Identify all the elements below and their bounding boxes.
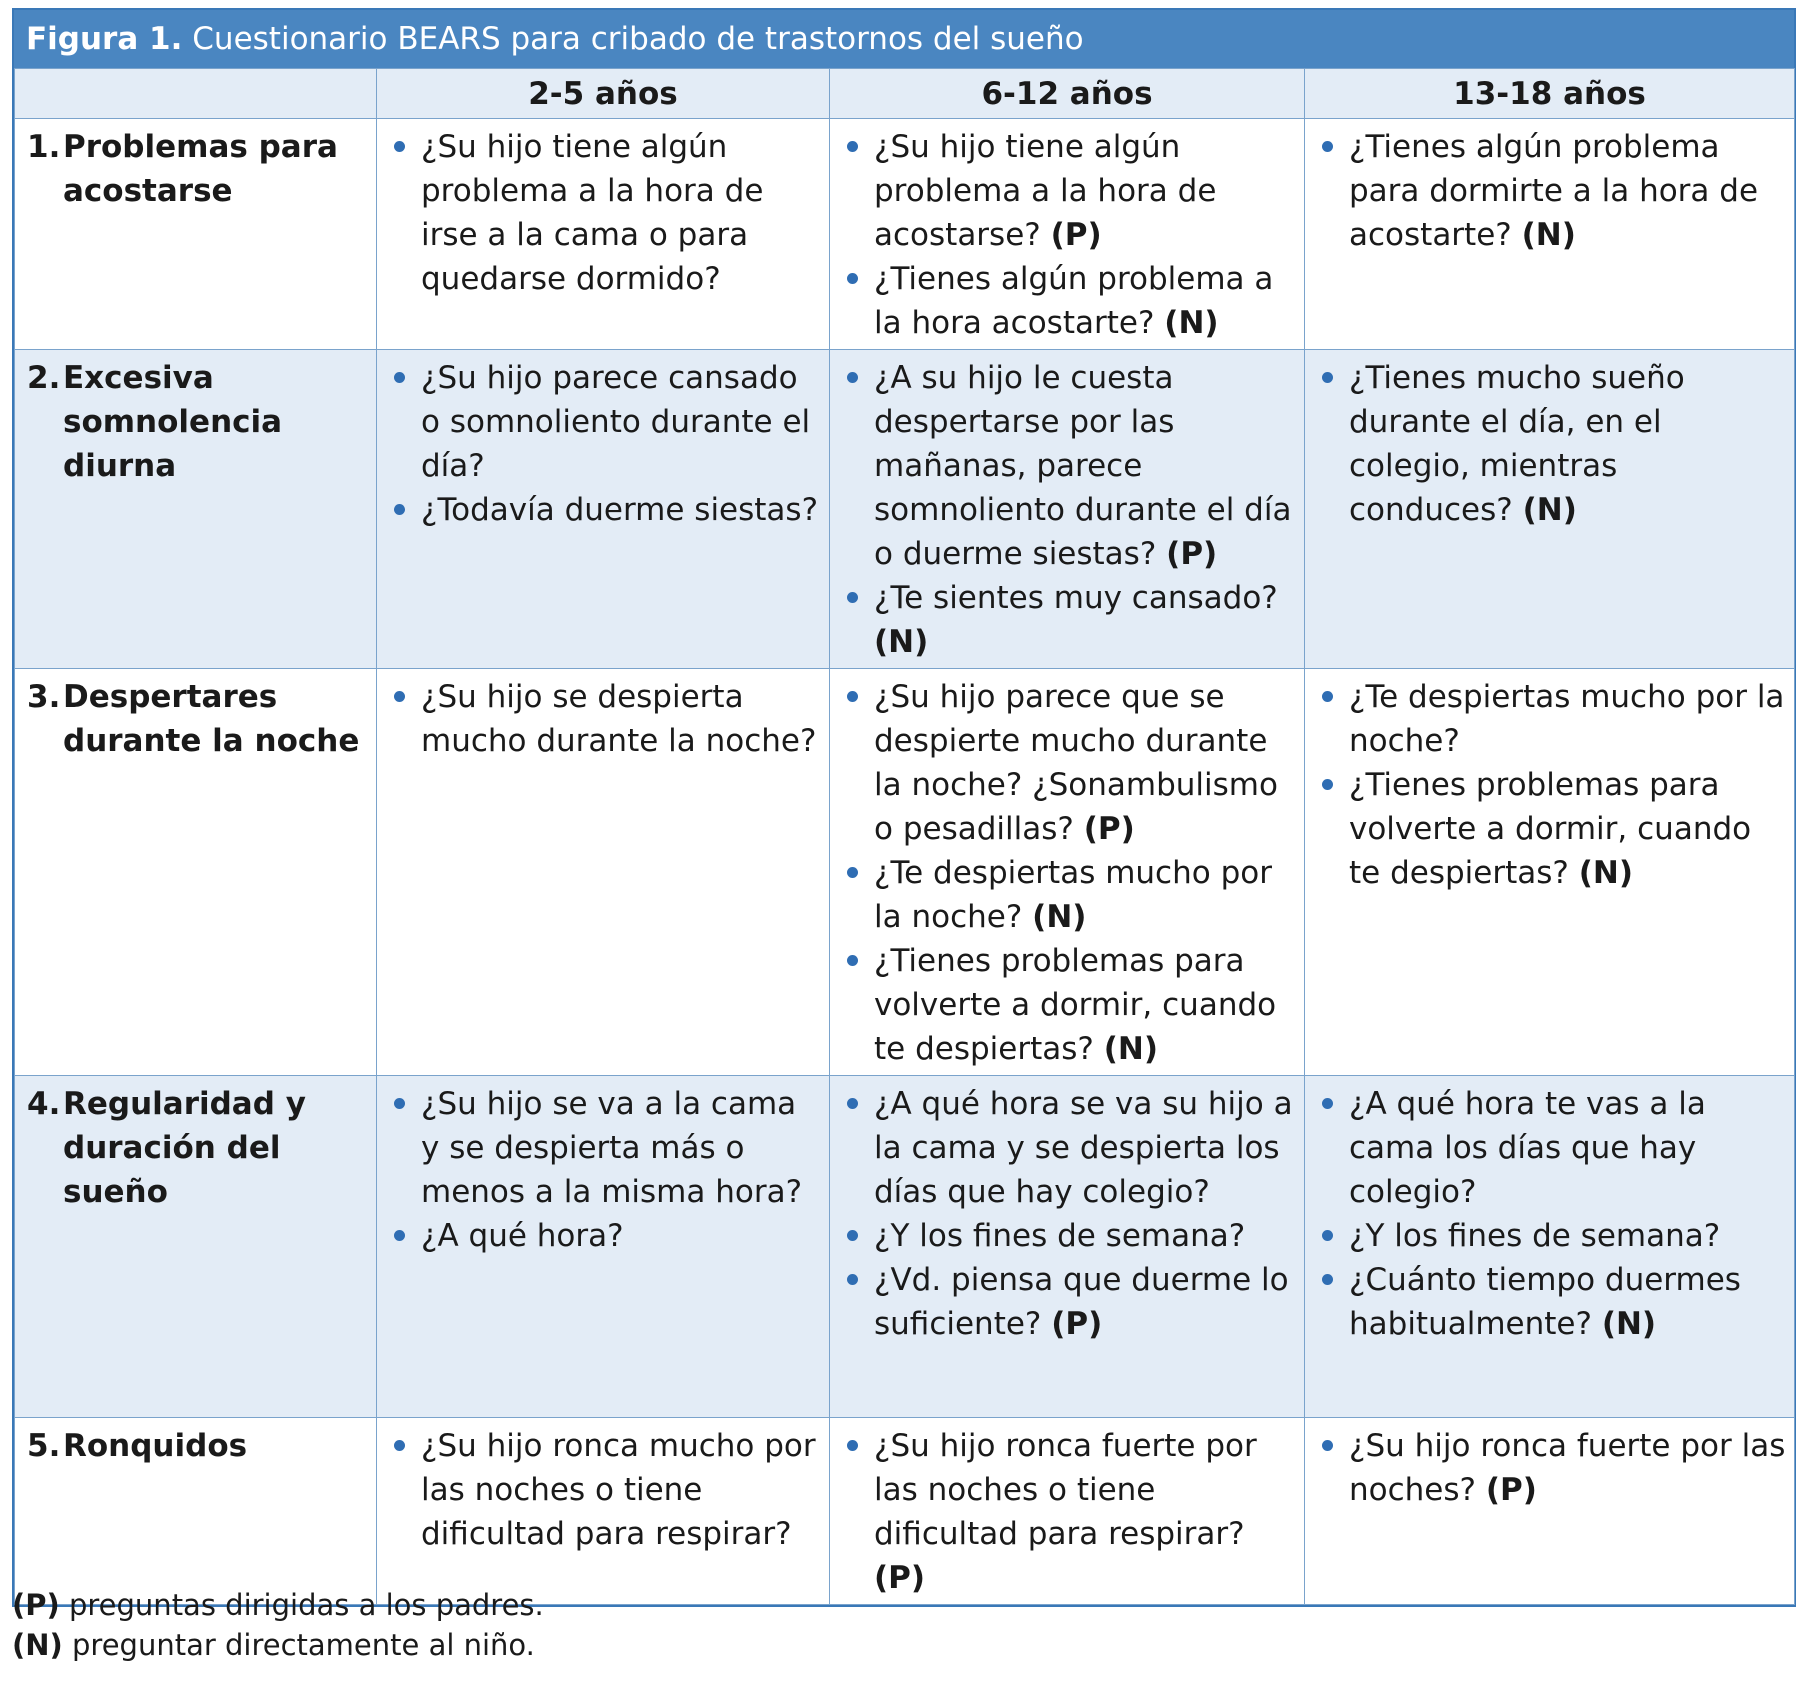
table-row bbox=[15, 1076, 1795, 1418]
question-cell bbox=[377, 350, 830, 669]
list-item bbox=[391, 125, 823, 301]
category-number: 4. bbox=[27, 1086, 61, 1122]
question-list bbox=[844, 1082, 1298, 1346]
figure-table bbox=[12, 8, 1796, 1607]
question-cell bbox=[830, 119, 1305, 350]
question-text: ¿Y los fines de semana? bbox=[874, 1218, 1246, 1254]
question-cell bbox=[830, 350, 1305, 669]
list-item bbox=[1319, 675, 1788, 763]
question-cell bbox=[1305, 119, 1795, 350]
category-number: 5. bbox=[27, 1428, 61, 1464]
footnote-tag: (P) bbox=[12, 1588, 60, 1622]
figure-title-text: Cuestionario BEARS para cribado de trastornos del sueño bbox=[192, 21, 1084, 57]
category-label: Regularidad y duración del sueño bbox=[63, 1086, 306, 1210]
question-text: ¿A qué hora te vas a la cama los días que hay colegio? bbox=[1349, 1086, 1706, 1210]
respondent-tag: (P) bbox=[874, 1560, 926, 1596]
list-item bbox=[391, 1424, 823, 1556]
bullet-icon bbox=[1322, 1440, 1333, 1451]
category-label: Despertares durante la noche bbox=[63, 679, 360, 759]
bullet-icon bbox=[847, 141, 858, 152]
respondent-tag: (N) bbox=[1601, 1306, 1657, 1342]
list-item bbox=[391, 356, 823, 488]
category-cell bbox=[15, 669, 377, 1076]
bullet-icon bbox=[394, 1230, 405, 1241]
question-list bbox=[844, 356, 1298, 664]
category-cell bbox=[15, 119, 377, 350]
category-cell bbox=[15, 350, 377, 669]
table-row bbox=[15, 669, 1795, 1076]
bullet-icon bbox=[1322, 1230, 1333, 1241]
list-item bbox=[844, 1082, 1298, 1214]
question-list bbox=[844, 125, 1298, 345]
question-text: ¿A qué hora se va su hijo a la cama y se despierta los días que hay colegio? bbox=[874, 1086, 1293, 1210]
question-text: ¿Tienes algún problema para dormirte a la hora de acostarte? bbox=[1349, 129, 1759, 253]
question-cell bbox=[377, 1418, 830, 1605]
bullet-icon bbox=[847, 1274, 858, 1285]
column-header-category bbox=[15, 69, 377, 119]
question-cell bbox=[830, 1076, 1305, 1418]
list-item bbox=[1319, 1214, 1788, 1258]
list-item bbox=[1319, 1258, 1788, 1346]
figure-title bbox=[14, 10, 1794, 68]
bullet-icon bbox=[394, 1440, 405, 1451]
bullet-icon bbox=[847, 691, 858, 702]
question-text: ¿Su hijo tiene algún problema a la hora de irse a la cama o para quedarse dormido? bbox=[421, 129, 764, 297]
bears-table bbox=[14, 68, 1795, 1605]
question-list bbox=[1319, 1082, 1788, 1346]
question-cell bbox=[1305, 1418, 1795, 1605]
question-text: ¿Y los fines de semana? bbox=[1349, 1218, 1721, 1254]
list-item bbox=[844, 1424, 1298, 1600]
question-list bbox=[1319, 356, 1788, 532]
question-text: ¿Vd. piensa que duerme lo suficiente? bbox=[874, 1262, 1289, 1342]
question-text: ¿Su hijo ronca mucho por las noches o tiene dificultad para respirar? bbox=[421, 1428, 816, 1552]
question-cell bbox=[377, 669, 830, 1076]
question-cell bbox=[1305, 669, 1795, 1076]
question-text: ¿Tienes mucho sueño durante el día, en el colegio, mientras conduces? bbox=[1349, 360, 1685, 528]
list-item bbox=[844, 356, 1298, 576]
question-list bbox=[844, 675, 1298, 1071]
list-item bbox=[844, 576, 1298, 664]
bullet-icon bbox=[394, 1098, 405, 1109]
question-list bbox=[391, 1082, 823, 1258]
bullet-icon bbox=[847, 592, 858, 603]
list-item bbox=[844, 1258, 1298, 1346]
footnote-child bbox=[12, 1625, 544, 1665]
question-list bbox=[391, 1424, 823, 1556]
list-item bbox=[1319, 125, 1788, 257]
category-label: Problemas para acostarse bbox=[63, 129, 338, 209]
question-cell bbox=[1305, 350, 1795, 669]
bullet-icon bbox=[847, 867, 858, 878]
list-item bbox=[844, 125, 1298, 257]
bullet-icon bbox=[847, 372, 858, 383]
respondent-tag: (P) bbox=[1050, 217, 1102, 253]
question-text: ¿Tienes problemas para volverte a dormir, cuando te despiertas? bbox=[874, 943, 1277, 1067]
respondent-tag: (N) bbox=[1521, 217, 1576, 253]
footnote-parents bbox=[12, 1585, 544, 1625]
bullet-icon bbox=[1322, 1098, 1333, 1109]
list-item bbox=[844, 675, 1298, 851]
respondent-tag: (P) bbox=[1485, 1472, 1537, 1508]
list-item bbox=[391, 1214, 823, 1258]
question-text: ¿Te despiertas mucho por la noche? bbox=[874, 855, 1272, 935]
list-item bbox=[844, 257, 1298, 345]
question-text: ¿Su hijo se despierta mucho durante la noche? bbox=[421, 679, 817, 759]
respondent-tag: (N) bbox=[1578, 855, 1633, 891]
footnotes bbox=[12, 1585, 544, 1665]
bullet-icon bbox=[847, 273, 858, 284]
bullet-icon bbox=[847, 1098, 858, 1109]
respondent-tag: (N) bbox=[874, 624, 929, 660]
bullet-icon bbox=[847, 1440, 858, 1451]
category-cell bbox=[15, 1418, 377, 1605]
list-item bbox=[391, 488, 823, 532]
column-header-6-12: 6-12 años bbox=[830, 69, 1305, 119]
respondent-tag: (N) bbox=[1522, 492, 1577, 528]
bullet-icon bbox=[394, 372, 405, 383]
category-label: Ronquidos bbox=[63, 1428, 248, 1464]
question-text: ¿Todavía duerme siestas? bbox=[421, 492, 819, 528]
question-cell bbox=[830, 669, 1305, 1076]
category-label: Excesiva somnolencia diurna bbox=[63, 360, 283, 484]
respondent-tag: (N) bbox=[1032, 899, 1087, 935]
list-item bbox=[391, 675, 823, 763]
question-list bbox=[391, 675, 823, 763]
bullet-icon bbox=[847, 1230, 858, 1241]
bullet-icon bbox=[1322, 372, 1333, 383]
list-item bbox=[1319, 763, 1788, 895]
list-item bbox=[844, 939, 1298, 1071]
question-list bbox=[391, 125, 823, 301]
question-text: ¿Te despiertas mucho por la noche? bbox=[1349, 679, 1785, 759]
list-item bbox=[844, 1214, 1298, 1258]
footnote-tag: (N) bbox=[12, 1628, 63, 1662]
respondent-tag: (P) bbox=[1051, 1306, 1103, 1342]
question-text: ¿Tienes algún problema a la hora acostarte? bbox=[874, 261, 1274, 341]
list-item bbox=[1319, 356, 1788, 532]
bullet-icon bbox=[394, 141, 405, 152]
table-header-row bbox=[15, 69, 1795, 119]
category-number: 1. bbox=[27, 129, 61, 165]
respondent-tag: (P) bbox=[1166, 536, 1218, 572]
question-text: ¿A su hijo le cuesta despertarse por las mañanas, parece somnoliento durante el día o duerme siestas? bbox=[874, 360, 1292, 572]
question-list bbox=[1319, 125, 1788, 257]
question-text: ¿Tienes problemas para volverte a dormir, cuando te despiertas? bbox=[1349, 767, 1752, 891]
figure-label: Figura 1. bbox=[26, 21, 183, 57]
category-cell bbox=[15, 1076, 377, 1418]
table-row bbox=[15, 1418, 1795, 1605]
category-number: 2. bbox=[27, 360, 61, 396]
question-list bbox=[391, 356, 823, 532]
list-item bbox=[391, 1082, 823, 1214]
question-list bbox=[844, 1424, 1298, 1600]
bullet-icon bbox=[1322, 691, 1333, 702]
bullet-icon bbox=[394, 691, 405, 702]
question-cell bbox=[830, 1418, 1305, 1605]
question-text: ¿Su hijo ronca fuerte por las noches o tiene dificultad para respirar? bbox=[874, 1428, 1257, 1552]
bullet-icon bbox=[394, 504, 405, 515]
footnote-text: preguntar directamente al niño. bbox=[72, 1628, 535, 1662]
bullet-icon bbox=[847, 955, 858, 966]
list-item bbox=[1319, 1082, 1788, 1214]
table-row bbox=[15, 350, 1795, 669]
question-list bbox=[1319, 1424, 1788, 1512]
respondent-tag: (N) bbox=[1103, 1031, 1158, 1067]
question-text: ¿Su hijo ronca fuerte por las noches? bbox=[1349, 1428, 1786, 1508]
column-header-2-5: 2-5 años bbox=[377, 69, 830, 119]
question-text: ¿Su hijo parece que se despierte mucho durante la noche? ¿Sonambulismo o pesadillas? bbox=[874, 679, 1278, 847]
question-text: ¿A qué hora? bbox=[421, 1218, 624, 1254]
question-list bbox=[1319, 675, 1788, 895]
question-cell bbox=[377, 1076, 830, 1418]
footnote-text: preguntas dirigidas a los padres. bbox=[68, 1588, 544, 1622]
column-header-13-18: 13-18 años bbox=[1305, 69, 1795, 119]
question-text: ¿Su hijo tiene algún problema a la hora de acostarse? bbox=[874, 129, 1217, 253]
question-cell bbox=[1305, 1076, 1795, 1418]
question-text: ¿Cuánto tiempo duermes habitualmente? bbox=[1349, 1262, 1741, 1342]
bullet-icon bbox=[1322, 141, 1333, 152]
question-text: ¿Su hijo se va a la cama y se despierta más o menos a la misma hora? bbox=[421, 1086, 803, 1210]
respondent-tag: (P) bbox=[1083, 811, 1135, 847]
respondent-tag: (N) bbox=[1164, 305, 1219, 341]
question-cell bbox=[377, 119, 830, 350]
list-item bbox=[1319, 1424, 1788, 1512]
list-item bbox=[844, 851, 1298, 939]
bullet-icon bbox=[1322, 1274, 1333, 1285]
question-text: ¿Te sientes muy cansado? bbox=[874, 580, 1278, 616]
table-row bbox=[15, 119, 1795, 350]
category-number: 3. bbox=[27, 679, 61, 715]
question-text: ¿Su hijo parece cansado o somnoliento durante el día? bbox=[421, 360, 811, 484]
bullet-icon bbox=[1322, 779, 1333, 790]
